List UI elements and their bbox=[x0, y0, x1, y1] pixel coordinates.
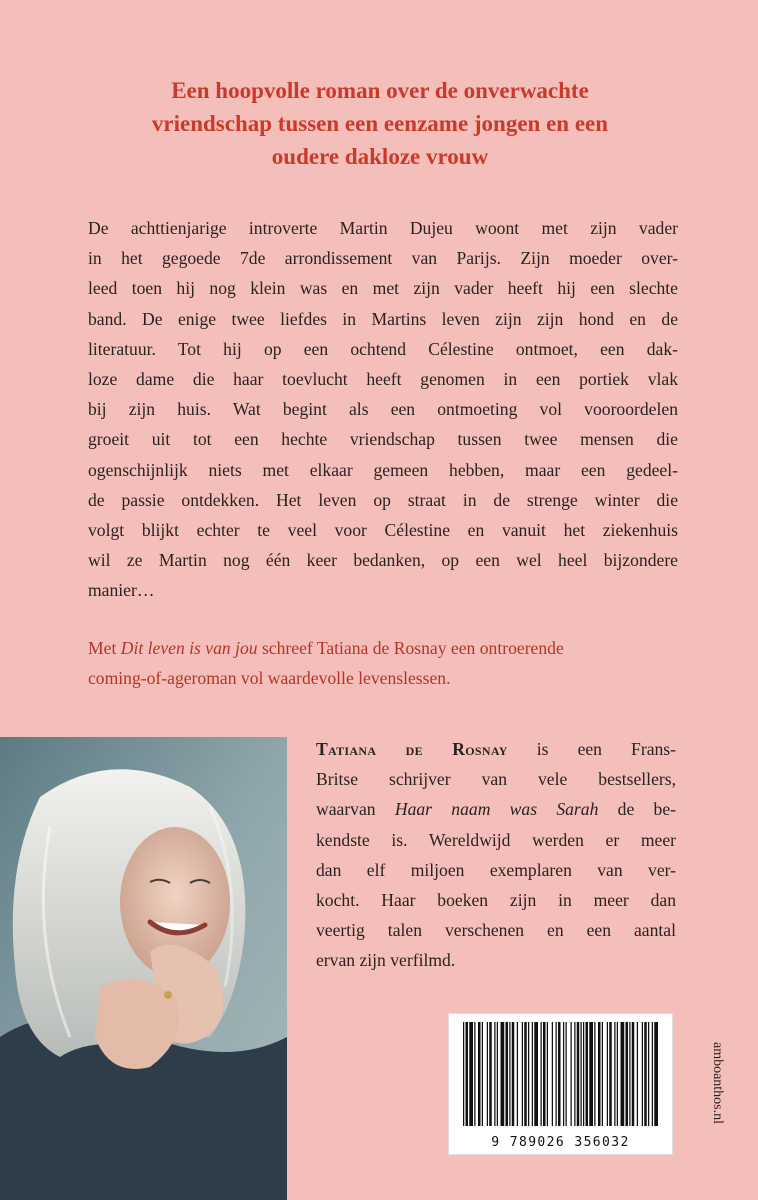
blurb-line: band. De enige twee liefdes in Martins leven zijn zijn hond en de bbox=[88, 308, 678, 329]
barcode-bar bbox=[594, 1022, 595, 1126]
outro-book-title: Dit leven is van jou bbox=[120, 638, 258, 658]
blurb-line: bij zijn huis. Wat begint als een ontmoeting vol vooroordelen bbox=[88, 399, 678, 420]
barcode-bar bbox=[563, 1022, 564, 1126]
author-bio-line: kocht. Haar boeken zijn in meer dan bbox=[316, 889, 676, 910]
author-bio-line bbox=[316, 794, 676, 824]
barcode-bar bbox=[489, 1022, 492, 1126]
barcode-bar bbox=[602, 1022, 603, 1126]
barcode-bar bbox=[474, 1022, 475, 1126]
blurb-line: loze dame die haar toevlucht heeft genomen in een portiek vlak bbox=[88, 368, 678, 389]
blurb bbox=[88, 213, 678, 605]
barcode-bar bbox=[614, 1022, 615, 1126]
blurb-line: in het gegoede 7de arrondissement van Parijs. Zijn moeder over- bbox=[88, 248, 678, 269]
author-photo bbox=[0, 737, 287, 1200]
outro bbox=[88, 633, 678, 693]
blurb-line: manier… bbox=[88, 580, 155, 601]
barcode-bar bbox=[478, 1022, 481, 1126]
barcode-bar bbox=[506, 1022, 509, 1126]
barcode-bar bbox=[629, 1022, 630, 1126]
author-bio-text: de be- bbox=[598, 799, 677, 820]
barcode-bar bbox=[571, 1022, 572, 1126]
barcode-bar bbox=[501, 1022, 505, 1126]
author-bio-line: veertig talen verschenen en een aantal bbox=[316, 920, 676, 941]
barcode-bar bbox=[466, 1022, 469, 1126]
barcode-digits: 9 789026 356032 bbox=[491, 1135, 630, 1150]
barcode-bar bbox=[517, 1022, 518, 1126]
barcode-bar bbox=[586, 1022, 589, 1126]
barcode-bar bbox=[607, 1022, 608, 1126]
barcode-bar bbox=[528, 1022, 529, 1126]
headline-line: vriendschap tussen een eenzame jongen en een bbox=[151, 111, 609, 136]
blurb-line: De achttienjarige introverte Martin Dujeu woont met zijn vader bbox=[88, 218, 678, 238]
barcode-bar bbox=[487, 1022, 488, 1126]
barcode-bar bbox=[617, 1022, 618, 1126]
barcode-bars bbox=[449, 1014, 672, 1129]
barcode-bar bbox=[621, 1022, 625, 1126]
outro-line bbox=[88, 633, 678, 663]
barcode-bar bbox=[469, 1022, 473, 1126]
barcode-bar bbox=[522, 1022, 523, 1126]
barcode-bar bbox=[566, 1022, 567, 1126]
barcode-bar bbox=[637, 1022, 638, 1126]
barcode-bar bbox=[509, 1022, 510, 1126]
outro-post: schreef Tatiana de Rosnay een ontroerende bbox=[257, 638, 564, 658]
blurb-line: leed toen hij nog klein was en met zijn vader heeft hij een slechte bbox=[88, 278, 678, 299]
author-book-title: Haar naam was Sarah bbox=[394, 799, 599, 820]
barcode-bar bbox=[626, 1022, 629, 1126]
barcode-bar bbox=[642, 1022, 643, 1126]
author-bio-line: kendste is. Wereldwijd werden er meer bbox=[316, 829, 676, 850]
barcode-bar bbox=[583, 1022, 584, 1126]
barcode-bar bbox=[524, 1022, 527, 1126]
blurb-line: groeit uit tot een hechte vriendschap tussen twee mensen die bbox=[88, 429, 678, 450]
barcode-bar bbox=[494, 1022, 495, 1126]
outro-pre: Met bbox=[88, 638, 121, 658]
blurb-line: literatuur. Tot hij op een ochtend Célestine ontmoet, een dak- bbox=[88, 338, 678, 359]
headline-line: Een hoopvolle roman over de onverwachte bbox=[171, 78, 589, 103]
barcode-bar bbox=[532, 1022, 533, 1126]
barcode-bar bbox=[534, 1022, 538, 1126]
publisher-url-text: amboanthos.nl bbox=[710, 1041, 725, 1124]
blurb-line: de passie ontdekken. Het leven op straat in de strenge winter die bbox=[88, 489, 678, 510]
barcode-bar bbox=[644, 1022, 647, 1126]
barcode-bar bbox=[547, 1022, 548, 1126]
author-bio-line: Britse schrijver van vele bestsellers, bbox=[316, 769, 676, 790]
barcode bbox=[448, 1013, 673, 1155]
barcode-bar bbox=[654, 1022, 658, 1126]
author-name: Tatiana de Rosnay bbox=[316, 739, 508, 759]
author-bio-line: ervan zijn verfilmd. bbox=[316, 950, 456, 971]
author-bio bbox=[316, 734, 676, 976]
barcode-bar bbox=[463, 1022, 464, 1126]
headline-line: oudere dakloze vrouw bbox=[271, 144, 489, 169]
author-bio-text: waarvan bbox=[316, 799, 395, 820]
blurb-line: volgt blijkt echter te veel voor Célestine en vanuit het ziekenhuis bbox=[88, 519, 678, 540]
author-bio-line: dan elf miljoen exemplaren van ver- bbox=[316, 859, 676, 880]
author-bio-text: is een Frans- bbox=[507, 739, 677, 759]
barcode-bar bbox=[574, 1022, 575, 1126]
barcode-bar bbox=[652, 1022, 653, 1126]
barcode-bar bbox=[541, 1022, 542, 1126]
barcode-bar bbox=[482, 1022, 483, 1126]
barcode-bar bbox=[581, 1022, 582, 1126]
barcode-bar bbox=[543, 1022, 546, 1126]
author-portrait-graphic bbox=[0, 737, 287, 1200]
author-bio-line bbox=[316, 734, 676, 764]
blurb-line: ogenschijnlijk niets met elkaar gemeen hebben, maar een gedeel- bbox=[88, 459, 678, 480]
barcode-bar bbox=[497, 1022, 498, 1126]
outro-line: coming-of-ageroman vol waardevolle levenslessen. bbox=[88, 668, 451, 689]
barcode-bar bbox=[648, 1022, 649, 1126]
barcode-bar bbox=[632, 1022, 635, 1126]
publisher-url bbox=[706, 1020, 728, 1145]
barcode-bar bbox=[589, 1022, 593, 1126]
barcode-bar bbox=[556, 1022, 557, 1126]
headline bbox=[60, 74, 700, 173]
blurb-line: wil ze Martin nog één keer bedanken, op een wel heel bijzondere bbox=[88, 550, 678, 571]
barcode-bar bbox=[512, 1022, 515, 1126]
barcode-bar bbox=[552, 1022, 553, 1126]
barcode-bar bbox=[598, 1022, 601, 1126]
barcode-bar bbox=[558, 1022, 561, 1126]
barcode-bar bbox=[609, 1022, 612, 1126]
barcode-bar bbox=[577, 1022, 580, 1126]
